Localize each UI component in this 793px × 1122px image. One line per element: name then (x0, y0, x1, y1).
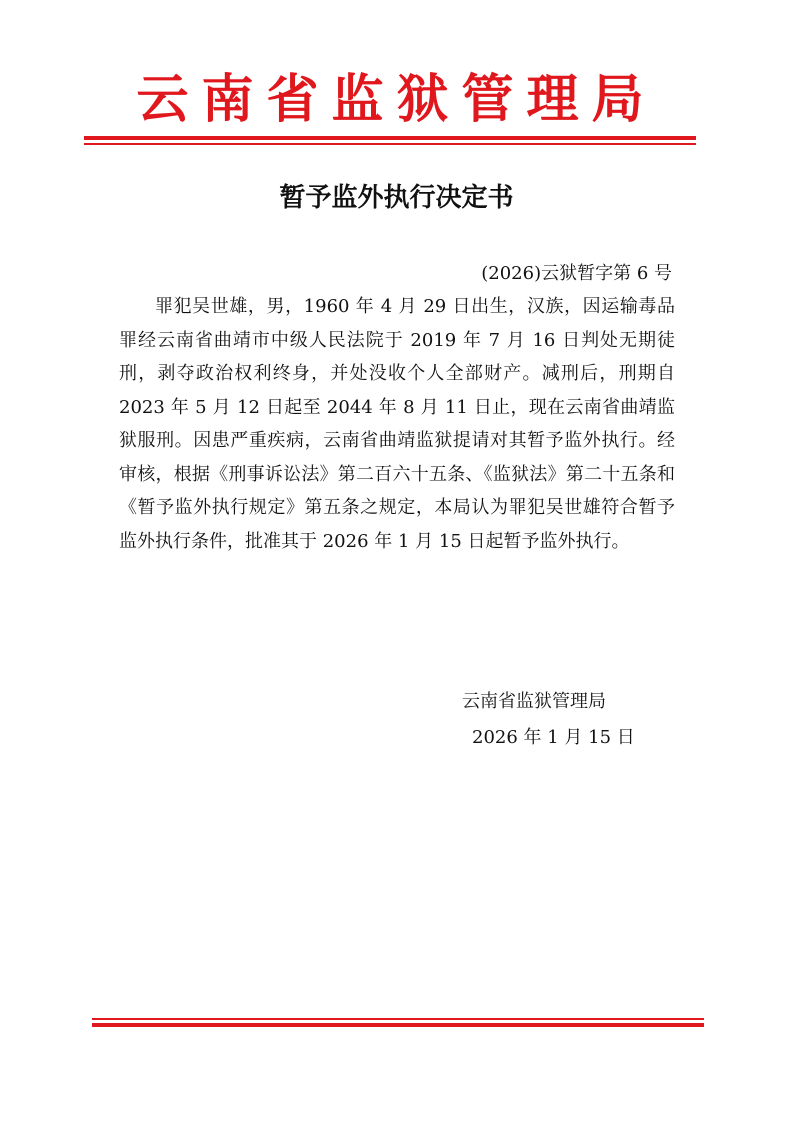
header-divider-thick (84, 136, 696, 140)
footer-divider-thin (92, 1018, 704, 1020)
document-number: (2026)云狱暂字第 6 号 (481, 263, 672, 284)
document-body: 罪犯吴世雄，男，1960 年 4 月 29 日出生，汉族，因运输毒品罪经云南省曲靖市中级人民法院于 2019 年 7 月 16 日判处无期徒刑，剥夺政治权利终身，并处没收个人全部财产。减刑后，刑期自 2023 年 5 月 12 日起至 2044 年 8 月 11 日止，现在云南省曲靖监狱服刑。因患严重疾病，云南省曲靖监狱提请对其暂予监外执行。经审核，根据《刑事诉讼法》第二百六十五条、《监狱法》第二十五条和《暂予监外执行规定》第五条之规定，本局认为罪犯吴世雄符合暂予监外执行条件，批准其于 2026 年 1 月 15 日起暂予监外执行。 (119, 296, 675, 552)
document-title: 暂予监外执行决定书 (279, 183, 514, 213)
header-divider-thin (84, 143, 696, 145)
footer-divider-thick (92, 1023, 704, 1027)
signer-name: 云南省监狱管理局 (462, 691, 606, 712)
signing-date: 2026 年 1 月 15 日 (472, 727, 635, 748)
agency-letterhead: 云南省监狱管理局 (136, 70, 657, 130)
